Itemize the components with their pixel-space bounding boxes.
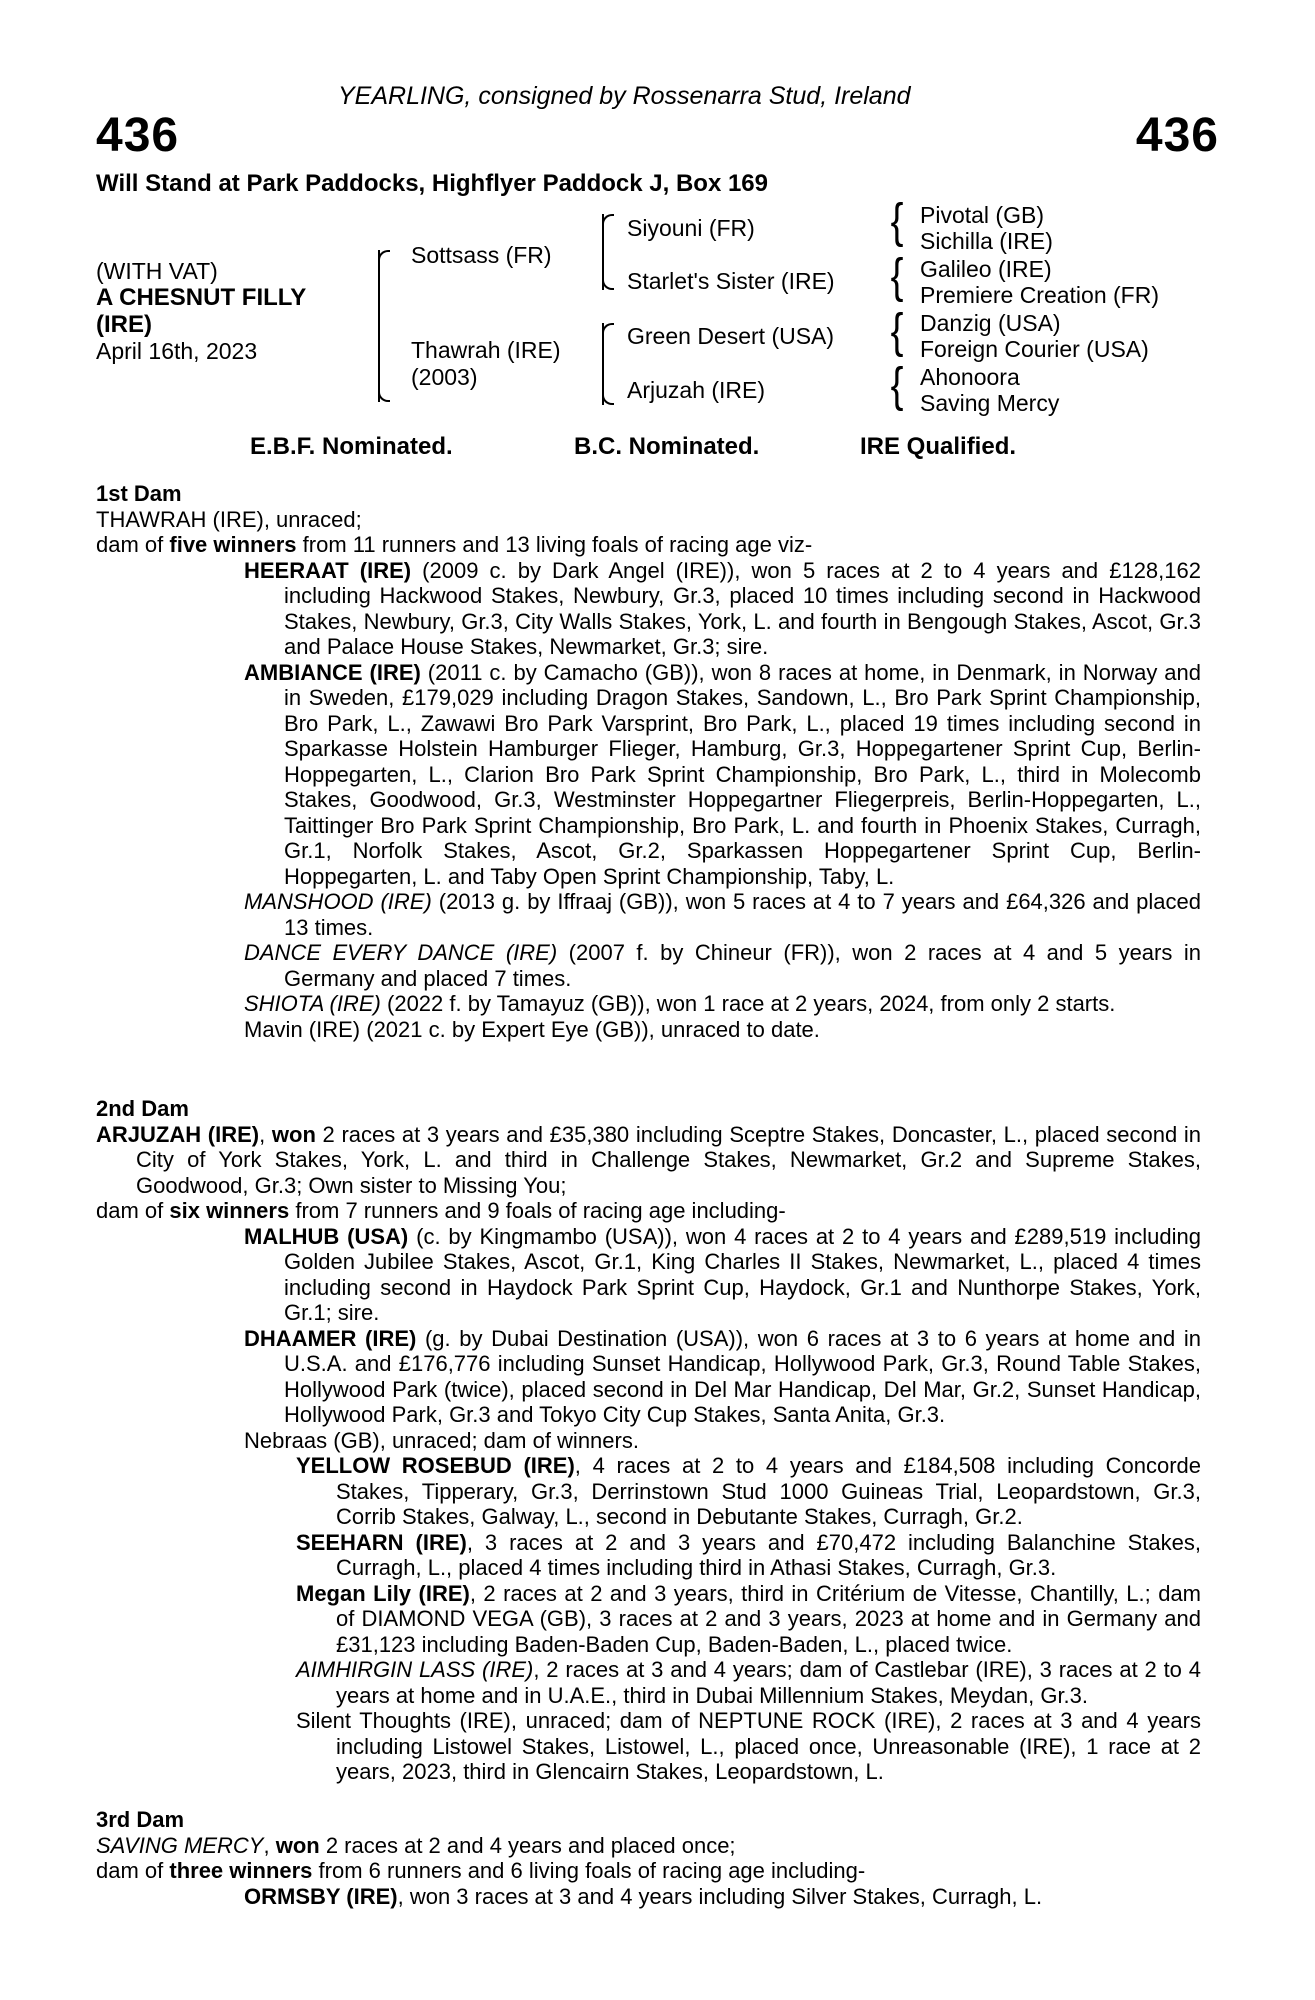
produce-entry: HEERAAT (IRE) (2009 c. by Dark Angel (IRE)), won 5 races at 2 to 4 years and £128,162 including Hackwood Stakes, Newbury, Gr.3, placed 10 times including second in Hackwood Stakes, Newbury, Gr.3, City Walls Stakes, York, L. and fourth in Bengough Stakes, Ascot, Gr.3 and Palace House Stakes, Newmarket, Gr.3; sire. — [244, 557, 1201, 659]
foaling-date: April 16th, 2023 — [96, 338, 258, 364]
stand-location: Will Stand at Park Paddocks, Highflyer Paddock J, Box 169 — [96, 170, 768, 197]
dam-of-line: dam of three winners from 6 runners and 6 living foals of racing age including- — [96, 1858, 866, 1883]
gen3-name: Pivotal (GB) — [920, 202, 1044, 228]
grand-produce-entry: AIMHIRGIN LASS (IRE), 2 races at 3 and 4 years; dam of Castlebar (IRE), 3 races at 2 to 4 years at home and in U.A.E., third in Dubai Millennium Stakes, Meydan, Gr.3. — [296, 1657, 1201, 1708]
produce-entry: AMBIANCE (IRE) (2011 c. by Camacho (GB)), won 8 races at home, in Denmark, in Norway and in Sweden, £179,029 including Dragon Stakes, Sandown, L., Bro Park Sprint Championship, Bro Park, L., Zawawi Bro Park Varsprint, Bro Park, L., placed 19 times including second in Sparkasse Holstein Hamburger Flieger, Hamburg, Gr.3, Hoppegartener Sprint Cup, Berlin-Hoppegarten, L., Clarion Bro Park Sprint Championship, Bro Park, L., third in Molecomb Stakes, Goodwood, Gr.3, Westminster Hoppegartner Fliegerpreis, Berlin-Hoppegarten, L., Taittinger Bro Park Sprint Championship, Bro Park, L. and fourth in Phoenix Stakes, Curragh, Gr.1, Norfolk Stakes, Ascot, Gr.2, Sparkassen Hoppegartener Sprint Cup, Berlin-Hoppegarten, L. and Taby Open Sprint Championship, Taby, L. — [244, 659, 1201, 889]
third-dam-section — [96, 1807, 1201, 1909]
dam-name: Thawrah (IRE) — [411, 337, 561, 363]
dam-dam: Arjuzah (IRE) — [627, 377, 766, 403]
horse-country: (IRE) — [96, 311, 152, 338]
dam-parents-brace — [602, 323, 604, 405]
dam-of-line: dam of six winners from 7 runners and 9 foals of racing age including- — [96, 1198, 786, 1223]
sire-dam-brace — [378, 250, 380, 402]
produce-entry: MANSHOOD (IRE) (2013 g. by Iffraaj (GB)), won 5 races at 4 to 7 years and £64,326 and placed 13 times. — [244, 889, 1201, 940]
dam-of-line: dam of five winners from 11 runners and 13 living foals of racing age viz- — [96, 532, 813, 557]
grand-produce-entry: Megan Lily (IRE), 2 races at 2 and 3 years, third in Critérium de Vitesse, Chantilly, L.; dam of DIAMOND VEGA (GB), 3 races at 2 and 3 years, 2023 at home and in Germany and £31,123 including Baden-Baden Cup, Baden-Baden, L., placed twice. — [296, 1580, 1202, 1657]
dam-sire: Green Desert (USA) — [627, 323, 835, 349]
grand-produce-entry: Silent Thoughts (IRE), unraced; dam of NEPTUNE ROCK (IRE), 2 races at 3 and 4 years including Listowel Stakes, Listowel, L., placed once, Unreasonable (IRE), 1 race at 2 years, 2023, third in Glencairn Stakes, Leopardstown, L. — [296, 1708, 1201, 1784]
gen3-brace-2: { — [890, 250, 904, 303]
section-heading: 2nd Dam — [96, 1096, 189, 1121]
grand-produce-entry: YELLOW ROSEBUD (IRE), 4 races at 2 to 4 years and £184,508 including Concorde Stakes, Tipperary, Gr.3, Derrinstown Stud 1000 Guineas Trial, Leopardstown, Gr.3, Corrib Stakes, Galway, L., second in Debutante Stakes, Curragh, Gr.2. — [296, 1453, 1201, 1529]
grand-produce-entry: SEEHARN (IRE), 3 races at 2 and 3 years and £70,472 including Balanchine Stakes, Curragh, L., placed 4 times including third in Athasi Stakes, Curragh, Gr.3. — [296, 1529, 1201, 1580]
dam-year: (2003) — [411, 364, 478, 390]
gen3-brace-1: { — [890, 195, 904, 248]
gen3-name: Ahonoora — [920, 364, 1020, 390]
gen3-brace-4: { — [890, 359, 904, 412]
gen3-name: Galileo (IRE) — [920, 256, 1052, 282]
gen3-name: Danzig (USA) — [920, 310, 1061, 336]
gen3-name: Foreign Courier (USA) — [920, 336, 1149, 362]
sire-sire: Siyouni (FR) — [627, 215, 755, 241]
sire-dam: Starlet's Sister (IRE) — [627, 268, 835, 294]
dam-intro: THAWRAH (IRE), unraced; — [96, 506, 362, 532]
gen3-brace-3: { — [890, 305, 904, 358]
produce-entry: Mavin (IRE) (2021 c. by Expert Eye (GB)), unraced to date. — [244, 1016, 820, 1042]
produce-entry: ORMSBY (IRE), won 3 races at 3 and 4 years including Silver Stakes, Curragh, L. — [244, 1883, 1043, 1909]
produce-entry: DHAAMER (IRE) (g. by Dubai Destination (USA)), won 6 races at 3 to 6 years at home and in U.S.A. and £176,776 including Sunset Handicap, Hollywood Park, Gr.3, Round Table Stakes, Hollywood Park (twice), placed second in Del Mar Handicap, Del Mar, Gr.2, Sunset Handicap, Hollywood Park, Gr.3 and Tokyo City Cup Stakes, Santa Anita, Gr.3. — [244, 1325, 1201, 1427]
sire-name: Sottsass (FR) — [411, 242, 552, 268]
section-heading: 1st Dam — [96, 481, 182, 506]
produce-entry: Nebraas (GB), unraced; dam of winners. — [244, 1427, 639, 1453]
ebf-nomination: E.B.F. Nominated. — [250, 433, 453, 460]
gen3-name: Saving Mercy — [920, 390, 1060, 416]
horse-name: A CHESNUT FILLY — [96, 284, 307, 311]
bc-nomination: B.C. Nominated. — [574, 433, 760, 460]
vat-note: (WITH VAT) — [96, 258, 218, 284]
ire-qualification: IRE Qualified. — [860, 433, 1017, 460]
gen3-name: Sichilla (IRE) — [920, 228, 1053, 254]
gen3-name: Premiere Creation (FR) — [920, 282, 1159, 308]
section-heading: 3rd Dam — [96, 1807, 185, 1832]
dam-intro: ARJUZAH (IRE), won 2 races at 3 years and £35,380 including Sceptre Stakes, Doncaster, L., placed second in City of York Stakes, York, L. and third in Challenge Stakes, Newmarket, Gr.2 and Supreme Stakes, Goodwood, Gr.3; Own sister to Missing You; — [96, 1121, 1201, 1198]
produce-entry: SHIOTA (IRE) (2022 f. by Tamayuz (GB)), won 1 race at 2 years, 2024, from only 2 starts. — [244, 991, 1116, 1016]
lot-number-left: 436 — [96, 109, 180, 162]
second-dam-section — [96, 1096, 1201, 1785]
first-dam-section — [96, 481, 1201, 1042]
dam-intro: SAVING MERCY, won 2 races at 2 and 4 years and placed once; — [96, 1832, 736, 1858]
consignment-line: YEARLING, consigned by Rossenarra Stud, Ireland — [338, 82, 911, 110]
lot-number-right: 436 — [1135, 109, 1219, 162]
sire-parents-brace — [602, 214, 604, 290]
produce-entry: DANCE EVERY DANCE (IRE) (2007 f. by Chineur (FR)), won 2 races at 4 and 5 years in Germany and placed 7 times. — [244, 940, 1201, 991]
produce-entry: MALHUB (USA) (c. by Kingmambo (USA)), won 4 races at 2 to 4 years and £289,519 including Golden Jubilee Stakes, Ascot, Gr.1, King Charles II Stakes, Newmarket, L., placed 4 times including second in Haydock Park Sprint Cup, Haydock, Gr.1 and Nunthorpe Stakes, York, Gr.1; sire. — [244, 1223, 1202, 1325]
